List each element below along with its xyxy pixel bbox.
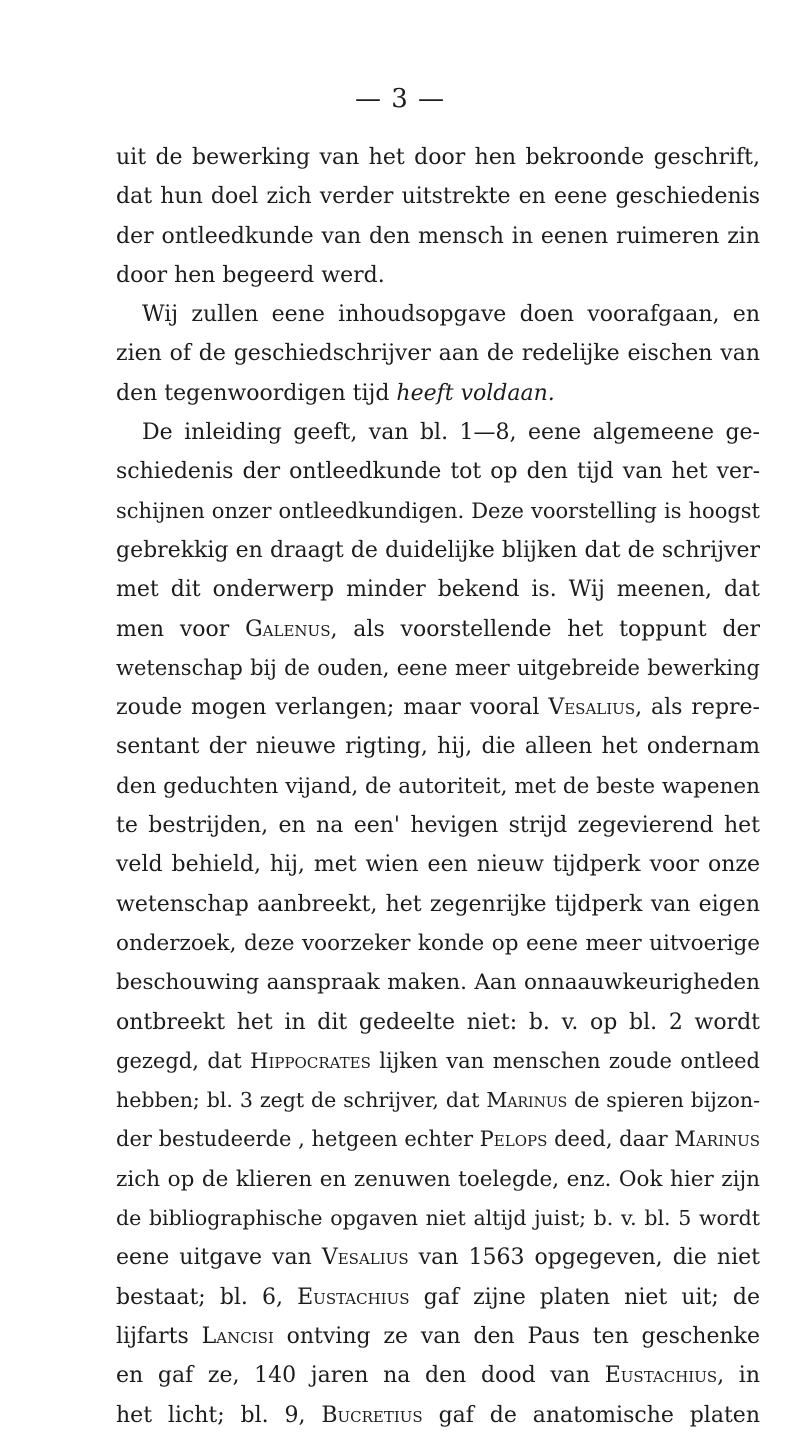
text-line: het licht; bl. 9, Bucretius gaf de anatomische platen bbox=[116, 1402, 760, 1428]
person-name: Vesalius bbox=[548, 695, 636, 721]
person-name: Vesalius bbox=[321, 1245, 409, 1271]
person-name: Galenus bbox=[245, 616, 331, 642]
text-line: schijnen onzer ontleedkundigen. Deze voorstelling is hoogst bbox=[116, 498, 760, 523]
text-line: schiedenis der ontleedkunde tot op den tijd van het ver- bbox=[116, 459, 760, 485]
text-line: wetenschap aanbreekt, het zegenrijke tijdperk van eigen bbox=[116, 891, 760, 917]
text-line: met dit onderwerp minder bekend is. Wij meenen, dat bbox=[116, 577, 760, 603]
text-line: wetenschap bij de ouden, eene meer uitgebreide bewerking bbox=[116, 655, 760, 680]
text-line: Wij zullen eene inhoudsopgave doen voorafgaan, en bbox=[142, 302, 760, 328]
person-name: Lancisi bbox=[201, 1323, 274, 1349]
text-line: der bestudeerde , hetgeen echter Pelops deed, daar Marinus bbox=[116, 1127, 760, 1152]
person-name: Eustachius bbox=[604, 1363, 718, 1389]
text-line: eene uitgave van Vesalius van 1563 opgegeven, die niet bbox=[116, 1245, 760, 1271]
person-name: Pelops bbox=[479, 1127, 548, 1152]
text-line: lijfarts Lancisi ontving ze van den Paus ten geschenke bbox=[116, 1323, 760, 1349]
text-line: sentant der nieuwe rigting, hij, die alleen het ondernam bbox=[116, 734, 760, 760]
text-line: dat hun doel zich verder uitstrekte en eene geschiedenis bbox=[116, 184, 760, 210]
text-line: gezegd, dat Hippocrates lijken van menschen zoude ontleed bbox=[116, 1048, 760, 1073]
text-line: de bibliographische opgaven niet altijd juist; b. v. bl. 5 wordt bbox=[116, 1206, 760, 1231]
text-line: men voor Galenus, als voorstellende het toppunt der bbox=[116, 616, 760, 642]
person-name: Hippocrates bbox=[250, 1048, 371, 1073]
text-line: en gaf ze, 140 jaren na den dood van Eustachius, in bbox=[116, 1363, 760, 1389]
text-line: zien of de geschiedschrijver aan de redelijke eischen van bbox=[116, 341, 760, 367]
page-number: — 3 — bbox=[354, 84, 446, 114]
text-line: gebrekkig en draagt de duidelijke blijken dat de schrijver bbox=[116, 537, 760, 563]
person-name: Marinus bbox=[486, 1088, 568, 1113]
text-line: hebben; bl. 3 zegt de schrijver, dat Marinus de spieren bijzon- bbox=[116, 1088, 760, 1113]
text-line: zich op de klieren en zenuwen toelegde, enz. Ook hier zijn bbox=[116, 1166, 760, 1192]
text-line: veld behield, hij, met wien een nieuw tijdperk voor onze bbox=[116, 852, 760, 878]
text-line: bestaat; bl. 6, Eustachius gaf zijne platen niet uit; de bbox=[116, 1284, 760, 1310]
text-line: onderzoek, deze voorzeker konde op eene meer uitvoerige bbox=[116, 930, 760, 956]
text-line: den tegenwoordigen tijd heeft voldaan. bbox=[116, 380, 555, 406]
text-line: der ontleedkunde van den mensch in eenen ruimeren zin bbox=[116, 223, 760, 249]
text-line: uit de bewerking van het door hen bekroonde geschrift, bbox=[116, 145, 760, 170]
person-name: Bucretius bbox=[321, 1402, 423, 1428]
text-line: door hen begeerd werd. bbox=[116, 262, 385, 288]
text-line: te bestrijden, en na een' hevigen strijd zegevierend het bbox=[116, 813, 760, 839]
text-line: den geduchten vijand, de autoriteit, met de beste wapenen bbox=[116, 773, 760, 799]
text-line: ontbreekt het in dit gedeelte niet: b. v. op bl. 2 wordt bbox=[116, 1009, 760, 1035]
text-line: beschouwing aanspraak maken. Aan onnaauwkeurigheden bbox=[116, 970, 760, 996]
text-line: zoude mogen verlangen; maar vooral Vesalius, als repre- bbox=[116, 695, 760, 721]
person-name: Eustachius bbox=[297, 1284, 410, 1310]
text-line: De inleiding geeft, van bl. 1—8, eene algemeene ge- bbox=[142, 420, 760, 446]
body-text bbox=[116, 138, 760, 1435]
person-name: Marinus bbox=[674, 1127, 760, 1152]
italic-text: heeft voldaan. bbox=[396, 380, 555, 406]
